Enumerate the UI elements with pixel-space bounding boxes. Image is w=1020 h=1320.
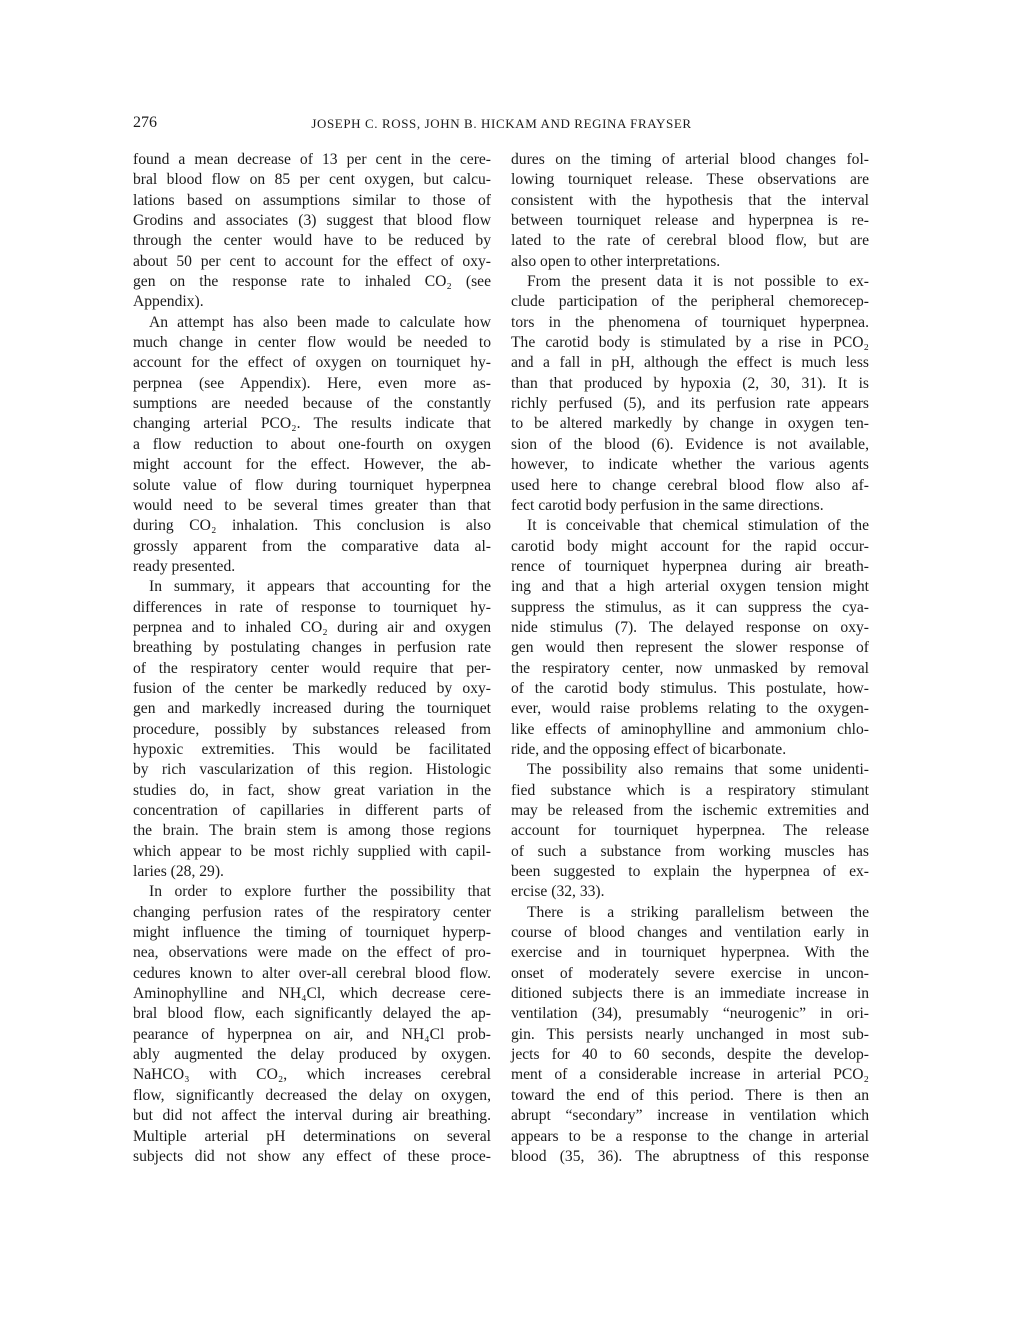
text-line-content: may be released from the ischemic extremities and [511, 802, 869, 819]
text-line-content: Grodins and associates (3) suggest that blood flow [133, 212, 491, 230]
text-line-content: sion of the blood (6). Evidence is not available, [511, 435, 869, 453]
text-line [133, 292, 491, 312]
text-line-content: cedures known to alter over-all cerebral blood flow. [133, 964, 491, 982]
text-line [133, 516, 491, 536]
text-line [511, 1065, 869, 1085]
text-line-content: found a mean decrease of 13 per cent in the cere- [133, 151, 491, 168]
text-line-content: An attempt has also been made to calculate how [149, 313, 491, 331]
text-line [511, 170, 869, 190]
text-line [133, 903, 491, 923]
text-line-content: breathing by postulating changes in perfusion rate [133, 639, 491, 657]
text-line [511, 984, 869, 1004]
page-header [133, 114, 870, 136]
text-line [133, 1106, 491, 1126]
text-line [133, 537, 491, 557]
text-line [133, 455, 491, 475]
text-line [133, 272, 491, 292]
text-line-content: subjects did not show any effect of these proce- [133, 1147, 491, 1165]
text-line [133, 333, 491, 353]
text-line-content: much change in center flow would be needed to [133, 334, 491, 352]
text-line-content: tors in the phenomena of tourniquet hyperpnea. [511, 313, 869, 331]
left-column [133, 150, 491, 1167]
text-line-content: nea, observations were made on the effect of pro- [133, 944, 491, 962]
text-line-content: about 50 per cent to account for the effect of oxy- [133, 252, 491, 270]
text-line-content: ing and that a high arterial oxygen tension might [511, 578, 869, 596]
text-line-content: gen on the response rate to inhaled CO₂ (see [133, 273, 491, 291]
text-line-content: might account for the effect. However, the ab- [133, 456, 491, 474]
text-line [133, 414, 491, 434]
text-line [511, 964, 869, 984]
text-line-content: the brain. The brain stem is among those regions [133, 822, 491, 840]
text-line-content: course of blood changes and ventilation early in [511, 924, 869, 942]
page-number: 276 [133, 114, 157, 131]
text-line-content: through the center would have to be reduced by [133, 232, 491, 250]
text-line [511, 882, 869, 902]
text-line-content: studies do, in fact, show great variation in the [133, 781, 491, 799]
running-title: JOSEPH C. ROSS, JOHN B. HICKAM AND REGINA FRAYSER [311, 116, 692, 131]
text-line [133, 882, 491, 902]
text-line [511, 842, 869, 862]
text-line-content: fied substance which is a respiratory stimulant [511, 781, 869, 799]
text-line [133, 943, 491, 963]
text-line-content: would need to be several times greater than that [133, 496, 491, 514]
text-line-content: procedure, possibly by substances released from [133, 720, 491, 738]
text-line-content: The carotid body is stimulated by a rise in PCO₂ [511, 334, 869, 352]
text-line [511, 1086, 869, 1106]
text-line-content: jects for 40 to 60 seconds, despite the develop- [511, 1046, 869, 1064]
text-line-content: Multiple arterial pH determinations on several [133, 1127, 491, 1145]
text-line-content: like effects of aminophylline and ammonium chlo- [511, 720, 869, 738]
text-line-content: richly perfused (5), and its perfusion rate appears [511, 395, 869, 413]
text-line [511, 1106, 869, 1126]
text-line-content: account for tourniquet hyperpnea. The release [511, 822, 869, 840]
text-line [133, 252, 491, 272]
text-line [133, 598, 491, 618]
text-line [511, 394, 869, 414]
text-line [511, 821, 869, 841]
text-line-content: been suggested to explain the hyperpnea of ex- [511, 863, 869, 881]
text-line [133, 557, 491, 577]
text-line-content: ercise (32, 33). [511, 883, 605, 901]
text-line [133, 740, 491, 760]
text-line-content: grossly apparent from the comparative data al- [133, 537, 491, 555]
text-line [133, 638, 491, 658]
text-line-content: gin. This persists nearly unchanged in most sub- [511, 1025, 869, 1043]
text-line-content: consistent with the hypothesis that the interval [511, 191, 869, 209]
text-line-content: It is conceivable that chemical stimulation of the [527, 517, 869, 535]
text-line [133, 313, 491, 333]
text-line [511, 231, 869, 251]
text-line-content: clude participation of the peripheral chemorecep- [511, 293, 869, 311]
text-line [133, 760, 491, 780]
text-line-content: ably augmented the delay produced by oxygen. [133, 1046, 491, 1064]
text-line [133, 191, 491, 211]
text-line [133, 211, 491, 231]
text-line-content: ready presented. [133, 557, 236, 575]
text-line-content: might influence the timing of tourniquet hyperp- [133, 924, 491, 942]
text-line [511, 252, 869, 272]
text-line [511, 353, 869, 373]
text-line-content: carotid body might account for the rapid occur- [511, 537, 869, 555]
text-line-content: NaHCO₃ with CO₂, which increases cerebral [133, 1066, 491, 1084]
text-line-content: ventilation (34), presumably “neurogenic” in ori- [511, 1005, 869, 1023]
text-line-content: concentration of capillaries in different parts of [133, 802, 491, 819]
text-line [133, 1045, 491, 1065]
text-line-content: toward the end of this period. There is then an [511, 1086, 869, 1104]
text-line [511, 211, 869, 231]
text-line-content: nide stimulus (7). The delayed response on oxy- [511, 618, 869, 636]
text-line-content: abrupt “secondary” increase in ventilation which [511, 1107, 869, 1125]
text-line [511, 638, 869, 658]
right-column [511, 150, 869, 1167]
text-line-content: sumptions are needed because of the constantly [133, 395, 491, 413]
text-line [133, 781, 491, 801]
text-line [511, 577, 869, 597]
text-line-content: of the respiratory center would require that per- [133, 659, 491, 677]
text-line [133, 801, 491, 821]
text-line [133, 374, 491, 394]
text-line [511, 557, 869, 577]
text-line [511, 862, 869, 882]
text-line [133, 1086, 491, 1106]
text-line-content: lowing tourniquet release. These observations are [511, 171, 869, 189]
text-line-content: onset of moderately severe exercise in uncon- [511, 964, 869, 982]
text-line-content: gen and markedly increased during the tourniquet [133, 700, 491, 718]
text-line [511, 476, 869, 496]
text-line [511, 659, 869, 679]
text-line [133, 577, 491, 597]
text-line [511, 801, 869, 821]
text-line-content: Appendix). [133, 293, 204, 311]
text-line-content: The possibility also remains that some unidenti- [527, 761, 869, 779]
text-line [511, 1045, 869, 1065]
text-line-content: to be altered markedly by change in oxygen ten- [511, 415, 869, 433]
text-line-content: changing arterial PCO₂. The results indicate that [133, 415, 491, 433]
text-line [511, 313, 869, 333]
text-line-content: pearance of hyperpnea on air, and NH₄Cl prob- [133, 1025, 491, 1043]
text-line-content: a flow reduction to about one-fourth on oxygen [133, 435, 491, 453]
text-line [511, 1127, 869, 1147]
text-line [133, 231, 491, 251]
text-line [511, 374, 869, 394]
text-line [133, 842, 491, 862]
text-line [511, 923, 869, 943]
text-line [133, 1025, 491, 1045]
text-line [133, 659, 491, 679]
text-line [511, 598, 869, 618]
text-line-content: gen would then represent the slower response of [511, 639, 869, 657]
text-line [511, 1147, 869, 1167]
text-line-content: lations based on assumptions similar to those of [133, 191, 491, 209]
text-line-content: which appear to be most richly supplied with capil- [133, 842, 491, 860]
text-line-content: ditioned subjects there is an immediate increase in [511, 985, 869, 1003]
text-line [511, 496, 869, 516]
text-line [133, 1004, 491, 1024]
text-line [511, 191, 869, 211]
text-line-content: used here to change cerebral blood flow also af- [511, 476, 869, 494]
text-line [133, 923, 491, 943]
text-line-content: ride, and the opposing effect of bicarbonate. [511, 740, 787, 758]
text-line-content: hypoxic extremities. This would be facilitated [133, 740, 491, 758]
text-line [133, 984, 491, 1004]
text-line-content: suppress the stimulus, as it can suppress the cya- [511, 598, 869, 616]
text-line-content: ever, would raise problems relating to the oxygen- [511, 700, 869, 718]
text-line-content: laries (28, 29). [133, 863, 224, 881]
text-line [511, 455, 869, 475]
text-line-content: bral blood flow on 85 per cent oxygen, but calcu- [133, 171, 491, 189]
text-line-content: blood (35, 36). The abruptness of this response [511, 1147, 869, 1165]
text-line-content: In summary, it appears that accounting for the [149, 578, 491, 596]
text-line-content: perpnea (see Appendix). Here, even more as- [133, 374, 491, 392]
text-line-content: by rich vascularization of this region. Histologic [133, 761, 491, 779]
text-line-content: solute value of flow during tourniquet hyperpnea [133, 476, 491, 494]
text-line [511, 943, 869, 963]
text-line [133, 964, 491, 984]
text-line-content: of such a substance from working muscles has [511, 842, 869, 860]
text-line-content: fusion of the center be markedly reduced by oxy- [133, 679, 491, 697]
text-line [511, 414, 869, 434]
text-line [133, 618, 491, 638]
text-line-content: There is a striking parallelism between the [527, 903, 869, 921]
text-line [133, 679, 491, 699]
text-line [511, 679, 869, 699]
text-line [133, 150, 491, 170]
text-line [511, 699, 869, 719]
text-line [511, 272, 869, 292]
text-line-content: perpnea and to inhaled CO₂ during air and oxygen [133, 618, 491, 636]
text-line-content: appears to be a response to the change in arterial [511, 1127, 869, 1145]
text-line [511, 537, 869, 557]
text-line-content: lated to the rate of cerebral blood flow, but are [511, 232, 869, 250]
text-line [511, 781, 869, 801]
text-line-content: of the carotid body stimulus. This postulate, how- [511, 679, 869, 697]
text-line [511, 435, 869, 455]
text-line-content: but did not affect the interval during air breathing. [133, 1107, 491, 1125]
text-line [133, 496, 491, 516]
text-line [511, 1025, 869, 1045]
text-line [133, 699, 491, 719]
text-line-content: dures on the timing of arterial blood changes fol- [511, 151, 869, 168]
text-line-content: account for the effect of oxygen on tourniquet hy- [133, 354, 491, 372]
text-line [133, 476, 491, 496]
text-line-content: ment of a considerable increase in arterial PCO₂ [511, 1066, 869, 1084]
text-line-content: rence of tourniquet hyperpnea during air breath- [511, 557, 869, 575]
text-line [133, 1127, 491, 1147]
text-line [511, 760, 869, 780]
text-line [511, 618, 869, 638]
text-line [133, 435, 491, 455]
text-line [133, 720, 491, 740]
text-line [133, 353, 491, 373]
text-line-content: however, to indicate whether the various agents [511, 456, 869, 474]
text-line-content: during CO₂ inhalation. This conclusion is also [133, 517, 491, 535]
text-line [133, 821, 491, 841]
text-line-content: Aminophylline and NH₄Cl, which decrease cere- [133, 985, 491, 1003]
text-line-content: fect carotid body perfusion in the same directions. [511, 496, 824, 514]
text-line [133, 170, 491, 190]
text-line-content: exercise and in tourniquet hyperpnea. With the [511, 944, 869, 962]
text-line-content: and a fall in pH, although the effect is much less [511, 354, 869, 372]
text-line-content: flow, significantly decreased the delay on oxygen, [133, 1086, 491, 1104]
text-line-content: changing perfusion rates of the respiratory center [133, 903, 491, 921]
text-line [133, 1065, 491, 1085]
text-line [511, 903, 869, 923]
text-line [511, 292, 869, 312]
text-line-content: the respiratory center, now unmasked by removal [511, 659, 869, 677]
text-line-content: also open to other interpretations. [511, 252, 721, 270]
text-line-content: From the present data it is not possible to ex- [527, 273, 869, 291]
text-line-content: differences in rate of response to tourniquet hy- [133, 598, 491, 616]
text-line [511, 150, 869, 170]
text-line-content: than that produced by hypoxia (2, 30, 31). It is [511, 374, 869, 392]
text-line-content: In order to explore further the possibility that [149, 883, 491, 901]
text-line [133, 394, 491, 414]
text-line [511, 740, 869, 760]
text-line [511, 333, 869, 353]
text-line [133, 1147, 491, 1167]
text-line [133, 862, 491, 882]
text-line [511, 516, 869, 536]
text-line [511, 720, 869, 740]
text-line [511, 1004, 869, 1024]
text-line-content: bral blood flow, each significantly delayed the ap- [133, 1005, 491, 1023]
text-line-content: between tourniquet release and hyperpnea is re- [511, 212, 869, 230]
